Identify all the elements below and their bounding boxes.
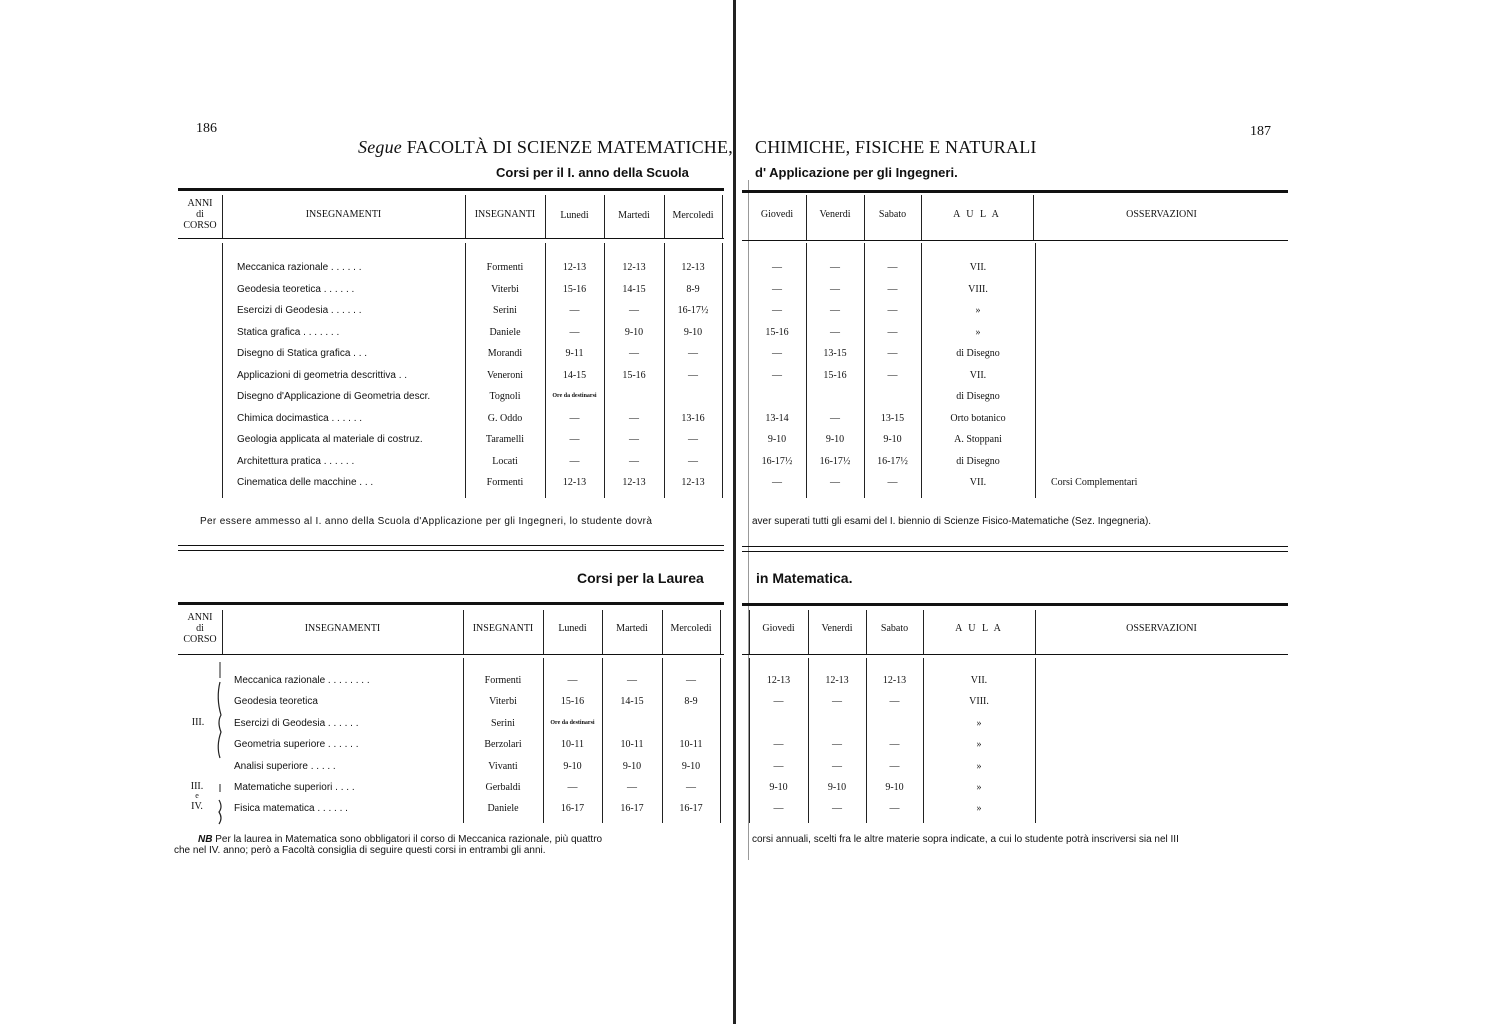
t2-header-insegnanti: INSEGNANTI (472, 623, 534, 634)
t2-year-iii-iv-bot: IV. (191, 801, 203, 812)
row-sabato: — (887, 305, 898, 316)
t1-top-rule-right (742, 190, 1288, 193)
row-mercoledi: — (686, 782, 696, 793)
row-venerdi: — (830, 305, 840, 316)
t1-body-sep (1035, 243, 1036, 498)
row-giovedi: 13-14 (765, 412, 789, 424)
row-subject: Disegno di Statica grafica . . . (237, 348, 368, 359)
row-teacher: Veneroni (486, 369, 524, 381)
row-sabato: 12-13 (882, 675, 907, 686)
row-mercoledi: — (688, 455, 698, 467)
row-aula: » (976, 739, 982, 751)
row-lunedi: — (569, 326, 580, 338)
t2-top-rule-right (742, 603, 1288, 606)
t1-note-left: Per essere ammesso al I. anno della Scuola d'Applicazione per gli Ingegneri, lo studente dovrà (200, 516, 653, 527)
row-venerdi: — (830, 412, 840, 424)
t1-body-sep (222, 243, 223, 498)
row-martedi: 9-10 (624, 326, 644, 338)
row-venerdi: — (832, 803, 842, 815)
row-sabato: — (889, 739, 900, 751)
row-teacher: Morandi (487, 348, 523, 359)
row-subject: Geodesia teoretica (234, 696, 318, 708)
row-subject: Disegno d'Applicazione di Geometria descr. (237, 391, 431, 402)
t2-header-rule-left (178, 654, 724, 655)
table2-title-left: Corsi per la Laurea (577, 570, 704, 586)
row-teacher: Taramelli (485, 434, 525, 445)
row-teacher: Formenti (486, 262, 524, 273)
row-giovedi: — (773, 696, 784, 708)
t1-header-sabato: Sabato (878, 209, 907, 220)
row-subject: Chimica docimastica . . . . . . (237, 412, 363, 424)
page-number-right: 187 (1250, 124, 1271, 139)
row-subject: Geodesia teoretica . . . . . . (237, 283, 355, 295)
heading-segue: Segue (358, 137, 402, 157)
row-giovedi: — (773, 760, 784, 772)
heading-right-title: CHIMICHE, FISICHE E NATURALI (755, 137, 1037, 157)
row-mercoledi: 9-10 (681, 760, 701, 772)
table1-title-left: Corsi per il I. anno della Scuola (496, 165, 689, 180)
row-venerdi: 9-10 (825, 434, 845, 445)
row-teacher: Tognoli (489, 391, 521, 402)
row-martedi: 10-11 (620, 739, 644, 751)
row-subject: Cinematica delle macchine . . . (237, 477, 374, 488)
row-lunedi: 16-17 (560, 803, 585, 815)
row-aula: » (976, 717, 982, 729)
row-martedi: 14-15 (620, 696, 644, 708)
t2-header-osservazioni: OSSERVAZIONI (1126, 623, 1197, 634)
row-mercoledi: 13-16 (681, 412, 705, 424)
heading-left-title: FACOLTÀ DI SCIENZE MATEMATICHE, (406, 137, 733, 157)
row-sabato: 16-17½ (877, 455, 908, 467)
row-aula: di Disegno (956, 391, 1000, 402)
t2-header-venerdi: Venerdi (821, 623, 853, 634)
section-separator-left (178, 545, 724, 551)
row-sabato: — (887, 477, 898, 488)
row-subject: Analisi superiore . . . . . (234, 760, 336, 772)
row-venerdi: — (832, 696, 842, 708)
section-separator-right (742, 546, 1288, 552)
row-mercoledi: 10-11 (679, 739, 703, 751)
t1-top-rule-left (178, 188, 724, 191)
row-sabato: 13-15 (880, 412, 905, 424)
row-lunedi: 15-16 (560, 696, 585, 708)
row-subject: Meccanica razionale . . . . . . . . (234, 675, 370, 686)
t1-header-aula: A U L A (953, 209, 1001, 220)
table1-title-right: d' Applicazione per gli Ingegneri. (755, 165, 958, 180)
row-mercoledi: — (688, 369, 698, 381)
row-venerdi: — (832, 760, 842, 772)
t1-header-insegnanti: INSEGNANTI (474, 209, 536, 220)
anni-line: di (196, 209, 204, 220)
row-giovedi: 9-10 (767, 434, 787, 445)
row-teacher: Viterbi (491, 283, 519, 295)
row-giovedi: — (773, 739, 784, 751)
row-aula: VII. (969, 369, 987, 381)
row-sabato: — (889, 760, 900, 772)
row-mercoledi: 8-9 (686, 283, 700, 295)
row-aula: Orto botanico (950, 412, 1006, 424)
t2-year-iii-iv-mid: e (195, 791, 199, 800)
row-lunedi: — (569, 305, 580, 316)
t2-header-anni (178, 612, 222, 645)
row-subject: Meccanica razionale . . . . . . (237, 262, 362, 273)
t1-body-sep (722, 243, 723, 498)
row-martedi: 14-15 (622, 283, 646, 295)
row-aula: VIII. (969, 696, 989, 708)
row-lunedi: — (569, 455, 580, 467)
row-mercoledi: — (688, 348, 698, 359)
t1-header-martedi: Martedi (618, 210, 650, 221)
row-giovedi: 12-13 (766, 675, 791, 686)
row-giovedi: — (773, 803, 784, 815)
row-lunedi: 9-11 (565, 348, 584, 359)
row-venerdi: — (830, 477, 840, 488)
row-teacher: Daniele (487, 803, 519, 815)
t2-header-mercoledi: Mercoledi (670, 623, 712, 634)
row-teacher: Viterbi (489, 696, 517, 708)
row-lunedi: 12-13 (562, 262, 587, 273)
row-mercoledi: — (686, 675, 696, 686)
row-aula: » (976, 803, 982, 815)
nb-text-line1: Per la laurea in Matematica sono obbligatori il corso di Meccanica razionale, più quattro (215, 834, 603, 845)
t2-header-martedi: Martedi (616, 623, 648, 634)
heading-left (358, 137, 733, 158)
row-ore-da-destinarsi: Ore da destinarsi (552, 393, 597, 399)
row-martedi: 16-17 (620, 803, 644, 815)
row-subject: Fisica matematica . . . . . . (234, 803, 348, 815)
row-venerdi: 12-13 (825, 675, 849, 686)
row-aula: VII. (970, 675, 988, 686)
book-gutter (733, 0, 736, 1024)
t1-header-osservazioni: OSSERVAZIONI (1126, 209, 1197, 220)
nb-label: NB (198, 834, 213, 845)
row-mercoledi: — (688, 434, 698, 445)
nb-note-line2: che nel IV. anno; però a Facoltà consiglia di seguire questi corsi in entrambi gli anni. (174, 845, 546, 856)
table2-title-right: in Matematica. (756, 570, 853, 586)
row-subject: Esercizi di Geodesia . . . . . . (234, 717, 359, 729)
row-venerdi: 16-17½ (819, 455, 851, 467)
row-martedi: 12-13 (622, 477, 646, 488)
row-mercoledi: 16-17½ (677, 305, 709, 316)
row-martedi: — (629, 455, 639, 467)
row-aula: di Disegno (956, 455, 1000, 467)
row-teacher: Gerbaldi (485, 782, 521, 793)
row-subject: Geometria superiore . . . . . . (234, 739, 359, 751)
t2-body-sep (1035, 658, 1036, 823)
row-lunedi: 12-13 (562, 477, 587, 488)
row-mercoledi: 16-17 (679, 803, 703, 815)
page-number-left: 186 (196, 121, 217, 136)
row-martedi: 9-10 (622, 760, 642, 772)
row-teacher: Formenti (484, 675, 522, 686)
row-subject: Statica grafica . . . . . . . (237, 326, 340, 338)
row-martedi: 15-16 (622, 369, 646, 381)
row-martedi: — (629, 434, 639, 445)
row-giovedi: — (772, 348, 782, 359)
t1-header-giovedi: Giovedi (760, 209, 794, 220)
row-sabato: 9-10 (885, 782, 904, 793)
t2-header-lunedi: Lunedi (558, 623, 587, 634)
row-lunedi: — (567, 782, 578, 793)
nb-note-right: corsi annuali, scelti fra le altre materie sopra indicate, a cui lo studente potrà inscriversi sia nel III (752, 834, 1179, 845)
row-aula: di Disegno (956, 348, 1000, 359)
row-venerdi: 13-15 (823, 348, 847, 359)
t2-header-aula: A U L A (955, 623, 1003, 634)
t1-header-rule-left (178, 238, 724, 239)
row-lunedi: 15-16 (562, 283, 587, 295)
row-aula: A. Stoppani (954, 434, 1002, 445)
row-teacher: G. Oddo (487, 412, 523, 424)
row-aula: » (976, 782, 982, 793)
row-sabato: — (887, 369, 898, 381)
row-giovedi: — (772, 305, 782, 316)
row-martedi: 12-13 (622, 262, 646, 273)
t1-header-insegnamenti: INSEGNAMENTI (305, 209, 382, 220)
anni-line: di (196, 623, 204, 634)
row-venerdi: — (830, 262, 840, 273)
row-osservazioni: Corsi Complementari (1051, 477, 1138, 488)
t1-header-anni (178, 198, 222, 231)
row-aula: VII. (969, 477, 987, 488)
row-teacher: Berzolari (484, 739, 522, 751)
row-teacher: Vivanti (488, 760, 518, 772)
t2-top-rule-left (178, 602, 724, 605)
t2-body-sep (720, 658, 721, 823)
t2-header-insegnamenti: INSEGNAMENTI (304, 623, 381, 634)
anni-line: ANNI (187, 198, 213, 209)
row-mercoledi: 12-13 (681, 477, 705, 488)
row-teacher: Formenti (486, 477, 524, 488)
row-venerdi: 15-16 (823, 369, 847, 381)
row-giovedi: — (772, 369, 782, 381)
anni-line: CORSO (183, 634, 217, 645)
row-lunedi: — (567, 675, 578, 686)
row-subject: Matematiche superiori . . . . (234, 782, 355, 793)
row-mercoledi: 12-13 (681, 262, 705, 273)
row-sabato: — (887, 326, 898, 338)
row-lunedi: 9-10 (563, 760, 582, 772)
row-giovedi: — (772, 283, 782, 295)
t1-header-rule-right (742, 240, 1288, 241)
row-martedi: — (627, 675, 637, 686)
row-martedi: — (629, 412, 639, 424)
row-sabato: — (889, 696, 900, 708)
row-venerdi: 9-10 (827, 782, 847, 793)
row-teacher: Daniele (489, 326, 521, 338)
row-lunedi: 14-15 (562, 369, 587, 381)
t1-hdr-sep (722, 195, 723, 238)
row-venerdi: — (830, 326, 840, 338)
row-subject: Geologia applicata al materiale di costruz. (237, 434, 423, 445)
t2-header-rule-right (742, 654, 1288, 655)
row-sabato: — (887, 348, 898, 359)
row-venerdi: — (830, 283, 840, 295)
t1-hdr-sep (1033, 195, 1034, 240)
t1-header-venerdi: Venerdi (819, 209, 851, 220)
row-giovedi: — (772, 477, 782, 488)
row-lunedi: 10-11 (561, 739, 584, 751)
row-mercoledi: 8-9 (684, 696, 698, 708)
row-subject: Applicazioni di geometria descrittiva . . (237, 369, 408, 381)
row-martedi: — (629, 305, 639, 316)
t2-year-iii-iv-top: III. (190, 781, 204, 792)
t2-header-giovedi: Giovedi (762, 623, 795, 634)
row-aula: VII. (969, 262, 987, 273)
t1-header-mercoledi: Mercoledi (672, 210, 714, 221)
row-subject: Architettura pratica . . . . . . (237, 455, 355, 467)
row-aula: VIII. (968, 283, 988, 295)
row-lunedi: — (569, 434, 580, 445)
row-lunedi: — (569, 412, 580, 424)
row-sabato: 9-10 (883, 434, 902, 445)
row-aula: » (975, 326, 981, 338)
row-giovedi: 9-10 (769, 782, 788, 793)
row-giovedi: 16-17½ (761, 455, 793, 467)
row-sabato: — (887, 283, 898, 295)
row-mercoledi: 9-10 (683, 326, 703, 338)
row-sabato: — (887, 262, 898, 273)
row-sabato: — (889, 803, 900, 815)
row-giovedi: 15-16 (765, 326, 789, 338)
row-aula: » (975, 305, 981, 316)
row-teacher: Serini (491, 717, 515, 729)
row-martedi: — (627, 782, 637, 793)
anni-line: ANNI (187, 612, 213, 623)
row-aula: » (976, 760, 982, 772)
row-giovedi: — (772, 262, 782, 273)
t1-header-lunedi: Lunedi (560, 210, 589, 221)
nb-note-line1 (198, 834, 602, 845)
t2-hdr-sep (720, 610, 721, 654)
row-martedi: — (629, 348, 639, 359)
t1-note-right: aver superati tutti gli esami del I. biennio di Scienze Fisico-Matematiche (Sez. Ingegneria). (752, 516, 1152, 527)
t2-year-iii: III. (191, 717, 205, 728)
row-venerdi: — (832, 739, 842, 751)
row-teacher: Serini (493, 305, 517, 316)
row-ore-da-destinarsi: Ore da destinarsi (550, 719, 595, 726)
anni-line: CORSO (183, 220, 217, 231)
row-teacher: Locati (492, 455, 518, 467)
row-subject: Esercizi di Geodesia . . . . . . (237, 305, 362, 316)
t2-header-sabato: Sabato (880, 623, 909, 634)
